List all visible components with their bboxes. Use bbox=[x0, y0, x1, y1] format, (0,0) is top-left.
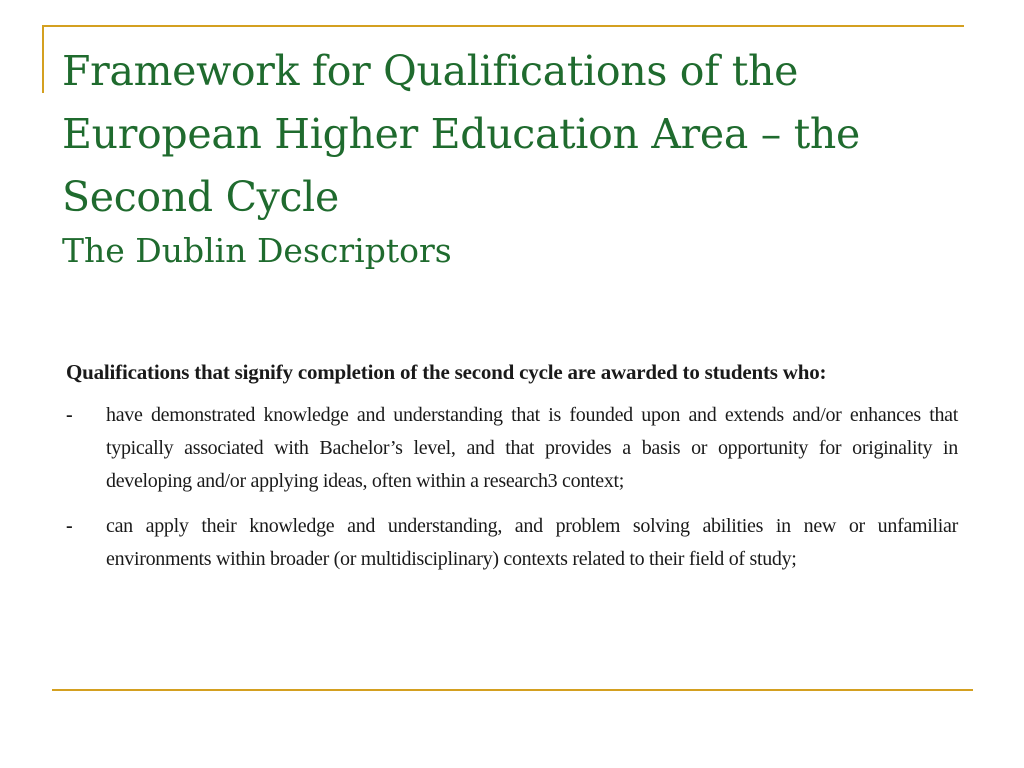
top-accent-rule bbox=[42, 25, 964, 27]
slide-title: Framework for Qualifications of the European Higher Education Area – the Second Cycle bbox=[62, 47, 860, 221]
excerpt-block bbox=[66, 357, 958, 588]
bottom-accent-rule bbox=[52, 689, 973, 691]
left-accent-rule bbox=[42, 25, 44, 93]
slide-subtitle: The Dublin Descriptors bbox=[62, 231, 452, 270]
list-item bbox=[66, 399, 958, 498]
bullet-marker: - bbox=[66, 404, 73, 426]
bullet-text: have demonstrated knowledge and understanding that is founded upon and extends and/or enhances that typically associated with Bachelor’s level, and that provides a basis or opportunity for originality in developing and/or applying ideas, often within a research3 context; bbox=[106, 404, 958, 492]
list-item bbox=[66, 510, 958, 576]
excerpt-heading: Qualifications that signify completion of the second cycle are awarded to students who: bbox=[66, 360, 827, 384]
title-block bbox=[62, 40, 962, 271]
bullet-text: can apply their knowledge and understanding, and problem solving abilities in new or unfamiliar environments within broader (or multidisciplinary) contexts related to their field of study; bbox=[106, 515, 958, 570]
bullet-marker: - bbox=[66, 515, 73, 537]
